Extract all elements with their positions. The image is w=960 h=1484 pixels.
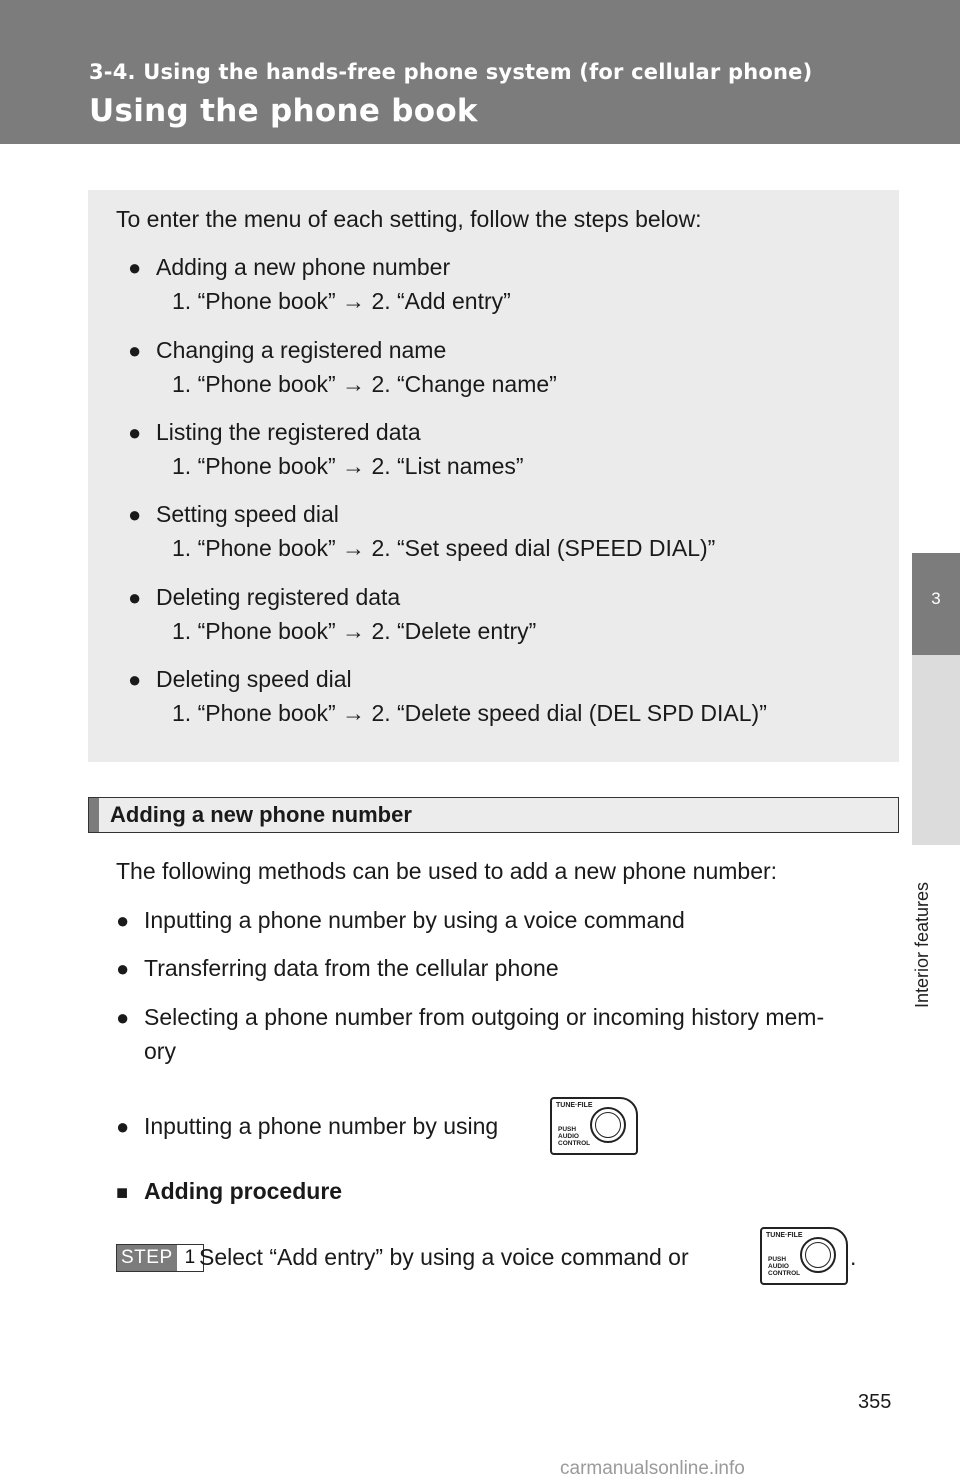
bullet-icon: ● bbox=[128, 338, 142, 363]
bullet-icon: ● bbox=[128, 255, 142, 280]
menu-item-title: ● Deleting speed dial bbox=[128, 666, 352, 692]
bullet-icon: ● bbox=[128, 420, 142, 445]
bullet-icon: ● bbox=[116, 1005, 130, 1030]
section-intro: The following methods can be used to add a new phone number: bbox=[116, 858, 778, 884]
method-item: ● Inputting a phone number by using bbox=[116, 1113, 499, 1139]
bullet-icon: ● bbox=[128, 585, 142, 610]
bullet-icon: ● bbox=[128, 502, 142, 527]
heading-bar bbox=[89, 798, 99, 832]
page-title: Using the phone book bbox=[89, 93, 478, 129]
page-number: 355 bbox=[858, 1391, 892, 1413]
page-header bbox=[0, 0, 960, 144]
tune-file-knob-icon: TUNE·FILE PUSH AUDIO CONTROL bbox=[760, 1227, 848, 1285]
menu-item-path: 1. “Phone book” → 2. “Delete speed dial (DEL SPD DIAL)” bbox=[172, 700, 767, 726]
step-badge: STEP 1 bbox=[116, 1244, 204, 1272]
bullet-icon: ● bbox=[128, 667, 142, 692]
method-item-continued: ory bbox=[144, 1038, 176, 1064]
menu-item-title: ● Changing a registered name bbox=[128, 337, 447, 363]
section-label: 3-4. Using the hands-free phone system (for cellular phone) bbox=[89, 60, 813, 84]
menu-item-path: 1. “Phone book” → 2. “Delete entry” bbox=[172, 618, 537, 644]
menu-item-path: 1. “Phone book” → 2. “List names” bbox=[172, 453, 524, 479]
menu-item-title: ● Adding a new phone number bbox=[128, 254, 451, 280]
menu-item-path: 1. “Phone book” → 2. “Add entry” bbox=[172, 288, 511, 314]
chapter-tab-label bbox=[912, 655, 960, 1008]
step-period: . bbox=[850, 1244, 857, 1270]
bullet-icon: ● bbox=[116, 956, 130, 981]
section-heading-text: Adding a new phone number bbox=[110, 802, 412, 827]
method-item: ● Transferring data from the cellular phone bbox=[116, 955, 559, 981]
tune-file-knob-icon: TUNE·FILE PUSH AUDIO CONTROL bbox=[550, 1097, 638, 1155]
bullet-icon: ● bbox=[116, 1114, 130, 1139]
menu-item-title: ● Setting speed dial bbox=[128, 501, 339, 527]
menu-item-path: 1. “Phone book” → 2. “Change name” bbox=[172, 371, 557, 397]
square-bullet-icon: ■ bbox=[116, 1182, 129, 1204]
menu-item-title: ● Listing the registered data bbox=[128, 419, 421, 445]
method-item: ● Inputting a phone number by using a voice command bbox=[116, 907, 685, 933]
menu-item-title: ● Deleting registered data bbox=[128, 584, 401, 610]
menu-item-path: 1. “Phone book” → 2. “Set speed dial (SPEED DIAL)” bbox=[172, 535, 716, 561]
menu-intro: To enter the menu of each setting, follow the steps below: bbox=[116, 206, 702, 232]
watermark: carmanualsonline.info bbox=[560, 1458, 745, 1479]
bullet-icon: ● bbox=[116, 908, 130, 933]
step-text: Select “Add entry” by using a voice command or bbox=[199, 1244, 689, 1270]
chapter-label: Interior features bbox=[912, 881, 932, 1008]
chapter-number: 3 bbox=[931, 589, 941, 608]
subheading: ■ Adding procedure bbox=[116, 1178, 343, 1204]
method-item: ● Selecting a phone number from outgoing or incoming history mem- bbox=[116, 1004, 825, 1030]
section-heading bbox=[88, 797, 899, 833]
chapter-tab-number bbox=[912, 553, 960, 655]
